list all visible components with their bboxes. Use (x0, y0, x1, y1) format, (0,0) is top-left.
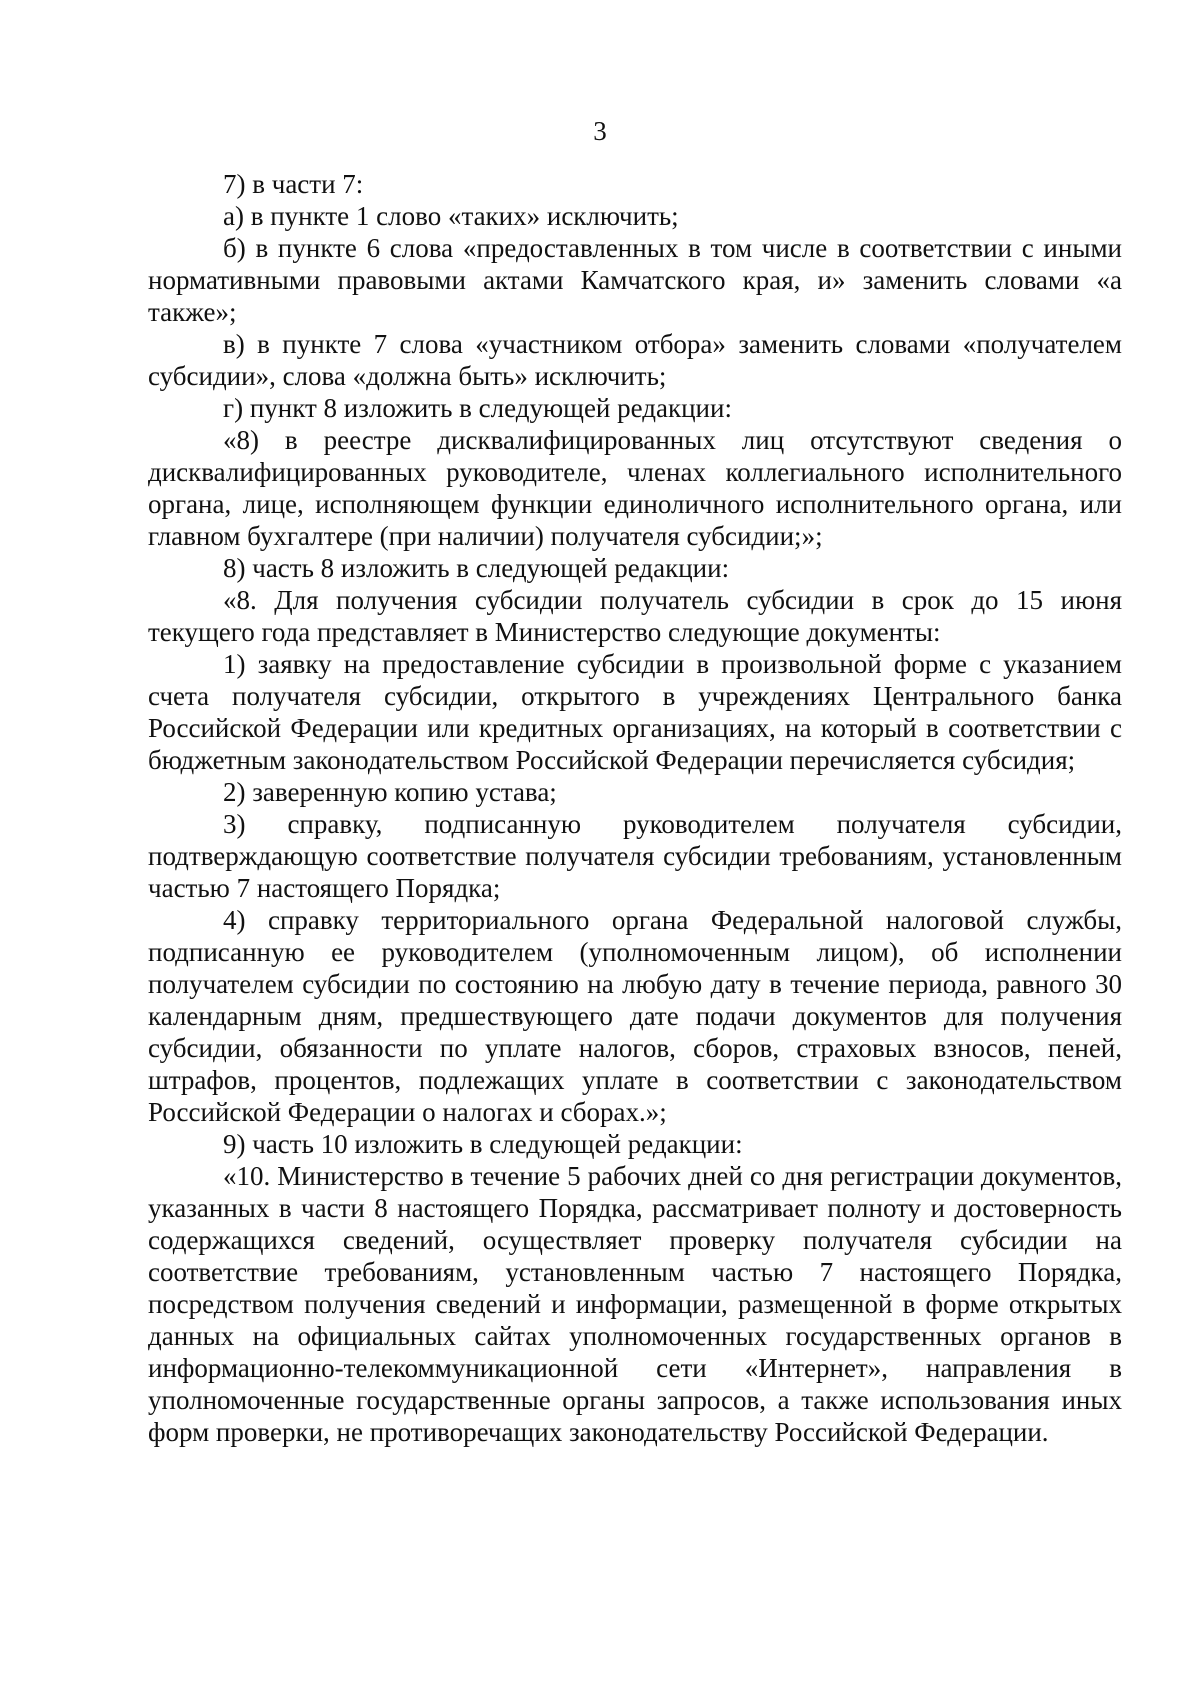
paragraph-subitem-g: г) пункт 8 изложить в следующей редакции: (223, 393, 732, 423)
document-body (148, 168, 1122, 1448)
paragraph-item-9: 9) часть 10 изложить в следующей редакции: (223, 1129, 743, 1159)
paragraph-item-8: 8) часть 8 изложить в следующей редакции: (223, 553, 730, 583)
paragraph-doc-2: 2) заверенную копию устава; (223, 777, 557, 807)
paragraph-doc-3: 3) справку, подписанную руководителем получателя субсидии, подтверждающую соответствие получателя субсидии требованиям, установленным частью 7 настоящего Порядка; (148, 809, 1122, 903)
paragraph-doc-4: 4) справку территориального органа Федеральной налоговой службы, подписанную ее руководителем (уполномоченным лицом), об исполнении получателем субсидии по состоянию на любую дату в течение периода, равного 30 календарным дням, предшествующего дате подачи документов для получения субсидии, обязанности по уплате налогов, сборов, страховых взносов, пеней, штрафов, процентов, подлежащих уплате в соответствии с законодательством Российской Федерации о налогах и сборах.»; (148, 905, 1122, 1127)
paragraph-part-10: «10. Министерство в течение 5 рабочих дней со дня регистрации документов, указанных в части 8 настоящего Порядка, рассматривает полноту и достоверность содержащихся сведений, осуществляет проверку получателя субсидии на соответствие требованиям, установленным частью 7 настоящего Порядка, посредством получения сведений и информации, размещенной в форме открытых данных на официальных сайтах уполномоченных государственных органов в информационно-телекоммуникационной сети «Интернет», направления в уполномоченные государственные органы запросов, а также использования иных форм проверки, не противоречащих законодательству Российской Федерации. (148, 1161, 1122, 1447)
paragraph-subitem-v: в) в пункте 7 слова «участником отбора» заменить словами «получателем субсидии», слова «должна быть» исключить; (148, 329, 1122, 391)
paragraph-quote-8: «8) в реестре дисквалифицированных лиц отсутствуют сведения о дисквалифицированных руководителе, членах коллегиального исполнительного органа, лице, исполняющем функции единоличного исполнительного органа, или главном бухгалтере (при наличии) получателя субсидии;»; (148, 425, 1122, 551)
paragraph-part-8-intro: «8. Для получения субсидии получатель субсидии в срок до 15 июня текущего года представляет в Министерство следующие документы: (148, 585, 1122, 647)
paragraph-item-7: 7) в части 7: (223, 169, 364, 199)
page-number: 3 (593, 116, 607, 146)
paragraph-subitem-b: б) в пункте 6 слова «предоставленных в том числе в соответствии с иными нормативными правовыми актами Камчатского края, и» заменить словами «а также»; (148, 233, 1122, 327)
paragraph-subitem-a: а) в пункте 1 слово «таких» исключить; (223, 201, 679, 231)
paragraph-doc-1: 1) заявку на предоставление субсидии в произвольной форме с указанием счета получателя субсидии, открытого в учреждениях Центрального банка Российской Федерации или кредитных организациях, на который в соответствии с бюджетным законодательством Российской Федерации перечисляется субсидия; (148, 649, 1122, 775)
